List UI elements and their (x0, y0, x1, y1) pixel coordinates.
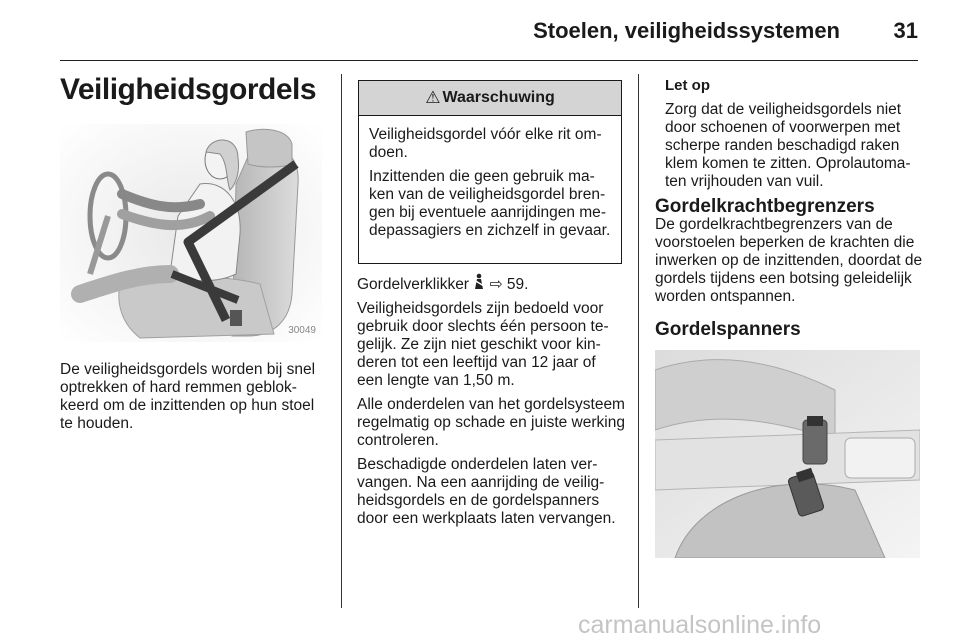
section-title: Veiligheidsgordels (60, 73, 317, 106)
paragraph-usage: Veiligheidsgordels zijn bedoeld voor gebruik door slechts één persoon tegelijk. Ze zijn niet geschikt voor kinderen tot een leeftijd van 12 jaar of een lengte van 1,50 m. (357, 300, 609, 389)
page-reference-icon[interactable]: ⇨ (489, 276, 503, 293)
force-limiters-text (655, 216, 925, 312)
note-block (665, 77, 923, 197)
paragraph-inspection: Alle onderdelen van het gordelsysteem regelmatig op schade en juiste werking controleren. (357, 396, 625, 449)
page-number: 31 (893, 18, 918, 43)
warning-header (359, 81, 621, 116)
warning-body (359, 116, 621, 240)
paragraph-replacement: Beschadigde onderdelen laten vervangen. Na een aanrijding de veiligheidsgordels en de gordelspanners door een werkplaats laten vervangen. (357, 456, 616, 527)
warning-text-1: Veiligheidsgordel vóór elke rit omdoen. (369, 126, 602, 161)
column-divider-right (638, 74, 639, 608)
image-code: 30049 (288, 325, 316, 336)
column-2-text (357, 273, 625, 534)
reminder-label: Gordelverklikker (357, 276, 469, 293)
header-title: Stoelen, veiligheidssystemen (533, 18, 840, 43)
intro-paragraph (60, 361, 326, 439)
watermark: carmanualsonline.info (578, 611, 822, 639)
belt-buckle-illustration (655, 350, 920, 558)
warning-box (358, 80, 622, 264)
reminder-reference[interactable]: 59. (506, 276, 529, 293)
column-divider-left (341, 74, 342, 608)
seatbelt-reminder-icon (473, 273, 485, 293)
note-title: Let op (665, 77, 710, 94)
warning-title: Waarschuwing (442, 89, 555, 106)
reminder-line (357, 273, 625, 294)
warning-triangle-icon: ⚠ (425, 88, 441, 107)
note-text: Zorg dat de veiligheidsgordels niet door schoenen of voorwerpen met scherpe randen beschadigd raken klem komen te zitten. Oprolautomaten vrijhouden van vuil. (665, 101, 911, 190)
subheading-force-limiters: Gordelkrachtbegrenzers (655, 196, 875, 217)
subheading-pretensioners: Gordelspanners (655, 319, 801, 340)
header-divider (60, 60, 918, 61)
intro-text: De veiligheidsgordels worden bij snel optrekken of hard remmen geblokkeerd om de inzittenden op hun stoel te houden. (60, 361, 316, 432)
seatbelt-illustration (60, 124, 322, 342)
warning-text-2: Inzittenden die geen gebruik maken van de veiligheidsgordel brengen bij eventuele aanrijdingen medepassagiers en zichzelf in gevaar. (369, 168, 611, 239)
force-limiters-paragraph: De gordelkrachtbegrenzers van de voorstoelen beperken de krachten die inwerken op de inzittenden, doordat de gordels tijdens een botsing geleidelijk worden ontspannen. (655, 216, 923, 305)
